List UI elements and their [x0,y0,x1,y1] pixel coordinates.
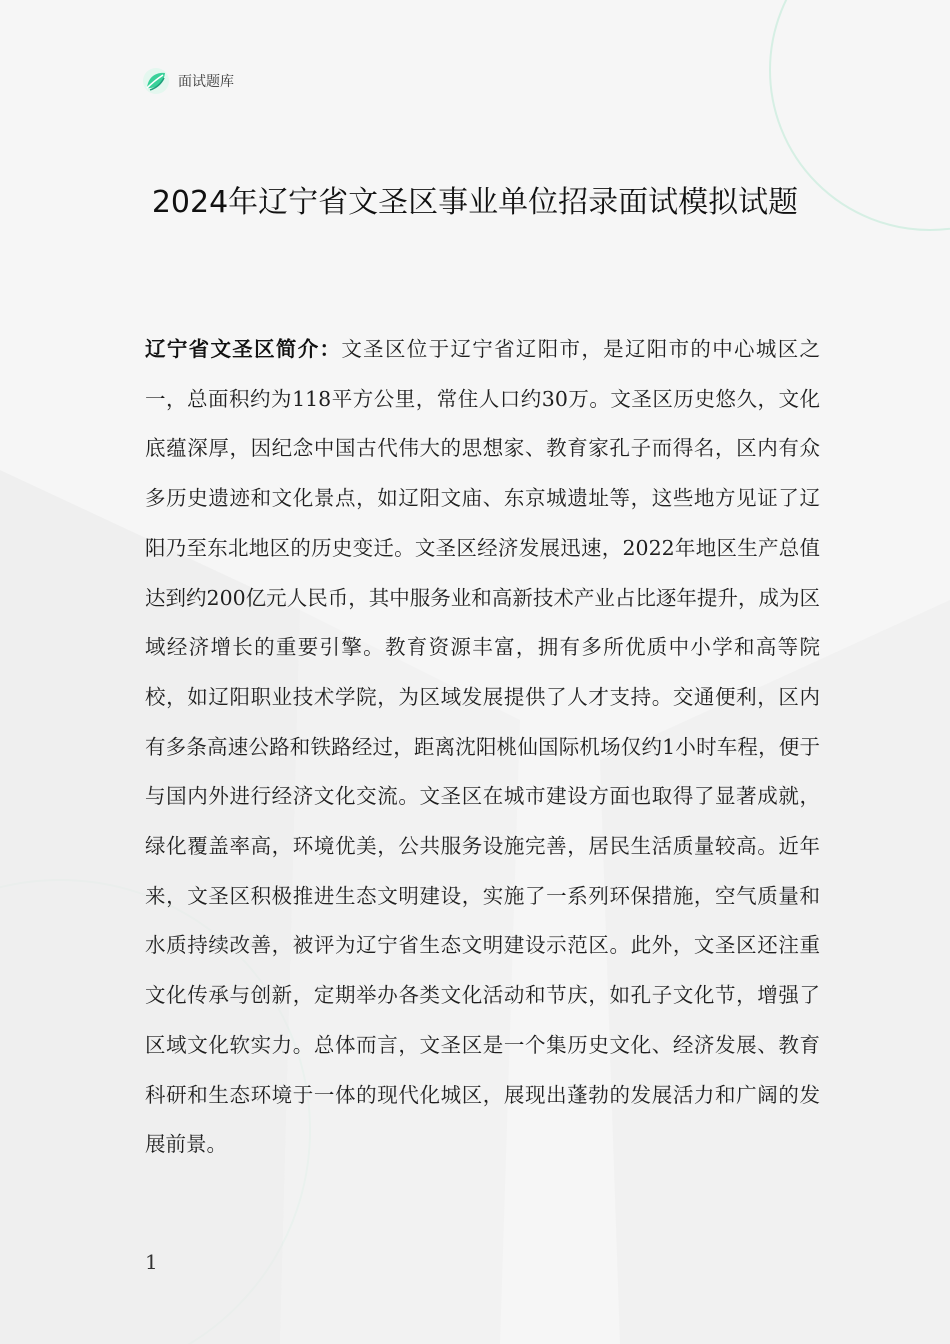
page-number: 1 [145,1250,158,1274]
brand-name: 面试题库 [178,74,234,90]
intro-text: 文圣区位于辽宁省辽阳市，是辽阳市的中心城区之一，总面积约为118平方公里，常住人口约30万。文圣区历史悠久，文化底蕴深厚，因纪念中国古代伟大的思想家、教育家孔子而得名，区内有众多历史遗迹和文化景点，如辽阳文庙、东京城遗址等，这些地方见证了辽阳乃至东北地区的历史变迁。文圣区经济发展迅速，2022年地区生产总值达到约200亿元人民币，其中服务业和高新技术产业占比逐年提升，成为区域经济增长的重要引擎。教育资源丰富，拥有多所优质中小学和高等院校，如辽阳职业技术学院，为区域发展提供了人才支持。交通便利，区内有多条高速公路和铁路经过，距离沈阳桃仙国际机场仅约1小时车程，便于与国内外进行经济文化交流。文圣区在城市建设方面也取得了显著成就，绿化覆盖率高，环境优美，公共服务设施完善，居民生活质量较高。近年来，文圣区积极推进生态文明建设，实施了一系列环保措施，空气质量和水质持续改善，被评为辽宁省生态文明建设示范区。此外，文圣区还注重文化传承与创新，定期举办各类文化活动和节庆，如孔子文化节，增强了区域文化软实力。总体而言，文圣区是一个集历史文化、经济发展、教育科研和生态环境于一体的现代化城区，展现出蓬勃的发展活力和广阔的发展前景。 [145,337,821,1157]
header [142,66,234,96]
intro-label: 辽宁省文圣区简介： [145,337,342,361]
leaf-logo-icon [142,67,170,95]
intro-paragraph [145,325,820,1170]
document-title: 2024年辽宁省文圣区事业单位招录面试模拟试题 [151,185,799,220]
